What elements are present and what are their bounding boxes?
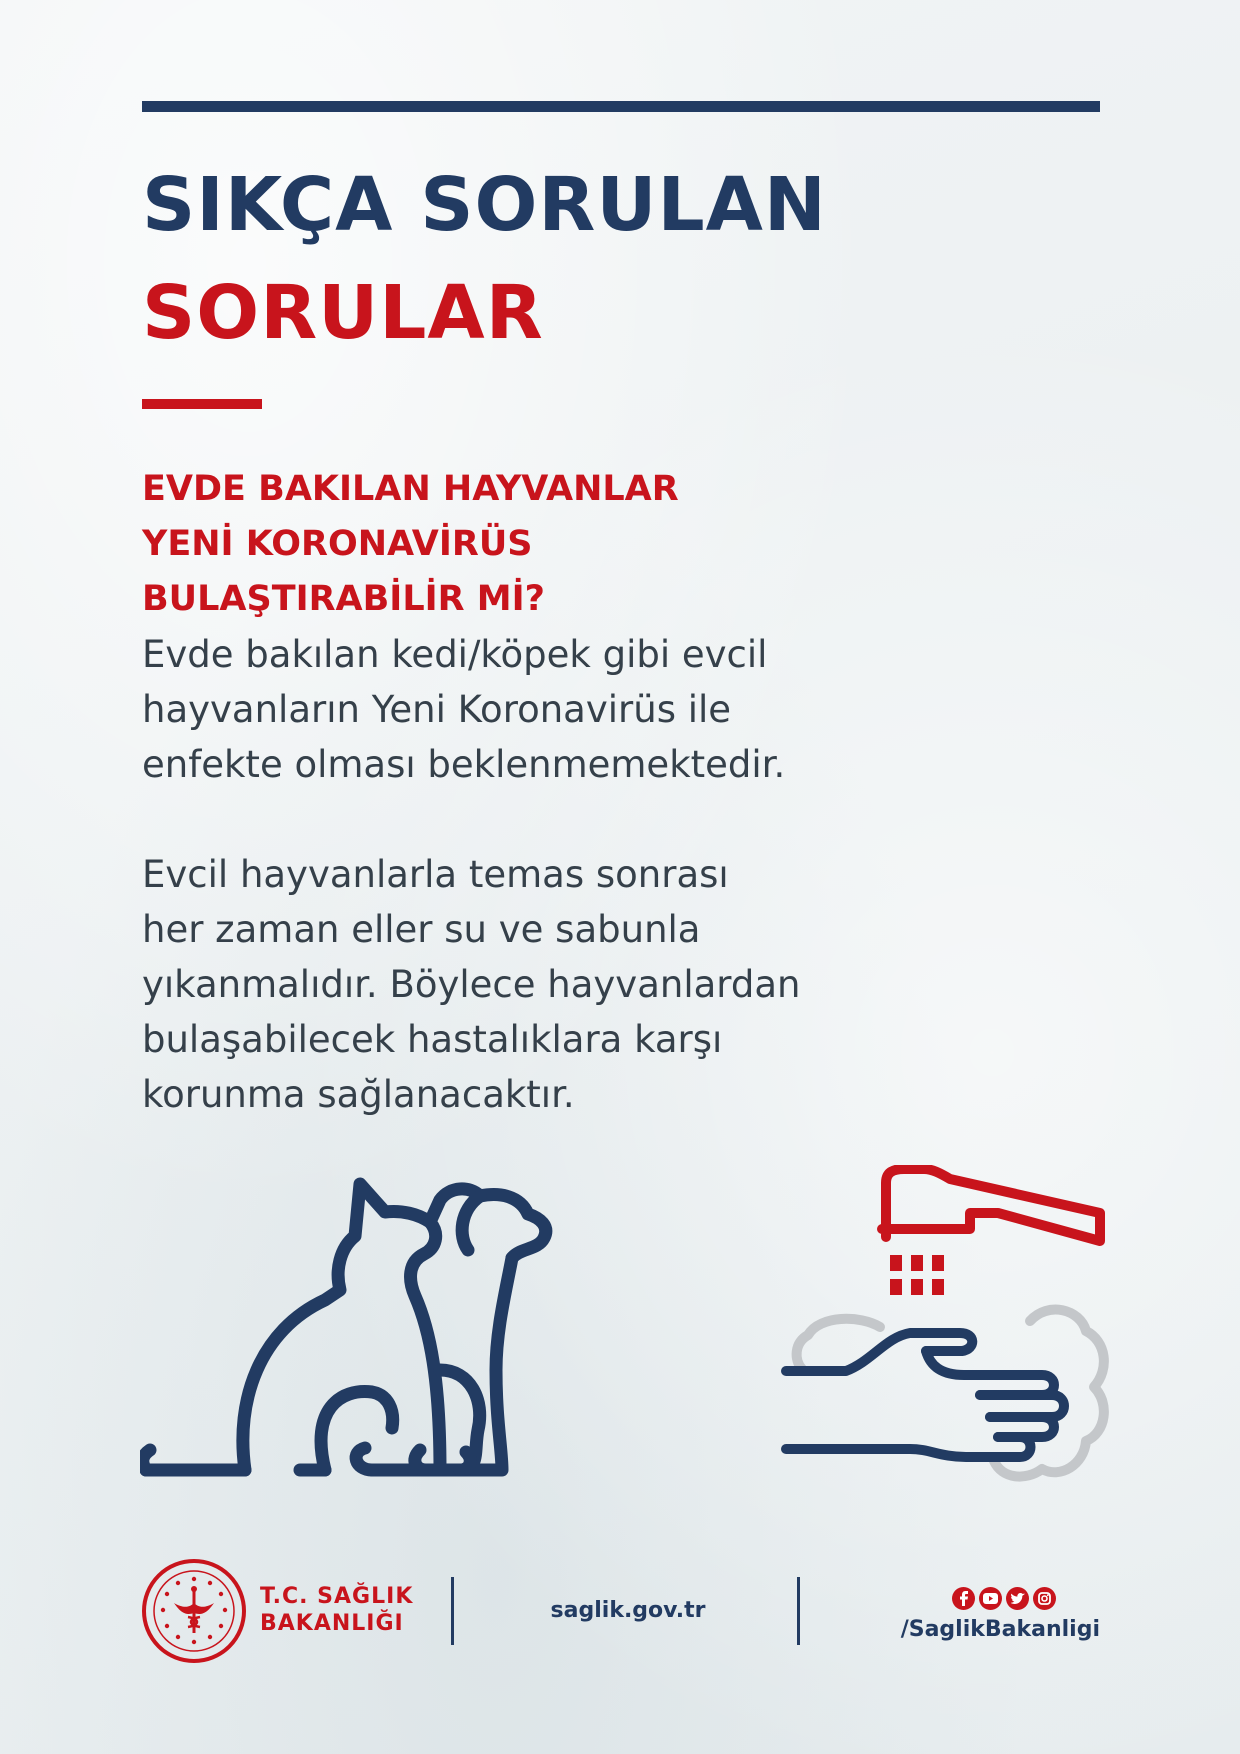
ministry-seal-icon bbox=[140, 1557, 248, 1665]
answer-paragraph-2 bbox=[142, 847, 800, 1122]
answer-line: korunma sağlanacaktır. bbox=[142, 1073, 575, 1116]
page-title-line-2: SORULAR bbox=[142, 270, 544, 356]
answer-line: enfekte olması beklenmemektedir. bbox=[142, 743, 786, 786]
footer-divider bbox=[797, 1577, 800, 1645]
answer-paragraph-1 bbox=[142, 627, 785, 792]
cat-dog-icon bbox=[140, 1170, 610, 1500]
answer-line: Evcil hayvanlarla temas sonrası bbox=[142, 853, 729, 896]
instagram-icon[interactable] bbox=[1033, 1587, 1056, 1610]
answer-line: yıkanmalıdır. Böylece hayvanlardan bbox=[142, 963, 801, 1006]
hand-washing-icon bbox=[780, 1165, 1120, 1505]
facebook-icon[interactable] bbox=[952, 1587, 975, 1610]
question-line: BULAŞTIRABİLİR Mİ? bbox=[142, 579, 545, 619]
question-line: YENİ KORONAVİRÜS bbox=[142, 524, 533, 564]
social-handle[interactable]: /SaglikBakanligi bbox=[900, 1617, 1100, 1642]
answer-line: her zaman eller su ve sabunla bbox=[142, 908, 701, 951]
page-title-line-1: SIKÇA SORULAN bbox=[142, 162, 827, 248]
accent-rule bbox=[142, 399, 262, 409]
ministry-name-line: T.C. SAĞLIK bbox=[260, 1584, 414, 1609]
question-line: EVDE BAKILAN HAYVANLAR bbox=[142, 469, 679, 509]
footer-divider bbox=[451, 1577, 454, 1645]
answer-line: hayvanların Yeni Koronavirüs ile bbox=[142, 688, 732, 731]
question-heading bbox=[142, 462, 679, 627]
ministry-name bbox=[260, 1583, 413, 1637]
footer bbox=[0, 1555, 1240, 1665]
twitter-icon[interactable] bbox=[1006, 1587, 1029, 1610]
youtube-icon[interactable] bbox=[979, 1587, 1002, 1610]
answer-line: Evde bakılan kedi/köpek gibi evcil bbox=[142, 633, 768, 676]
website-link[interactable]: saglik.gov.tr bbox=[550, 1598, 706, 1623]
social-icons bbox=[952, 1587, 1058, 1611]
answer-line: bulaşabilecek hastalıklara karşı bbox=[142, 1018, 723, 1061]
top-rule bbox=[142, 101, 1100, 112]
ministry-name-line: BAKANLIĞI bbox=[260, 1611, 404, 1636]
